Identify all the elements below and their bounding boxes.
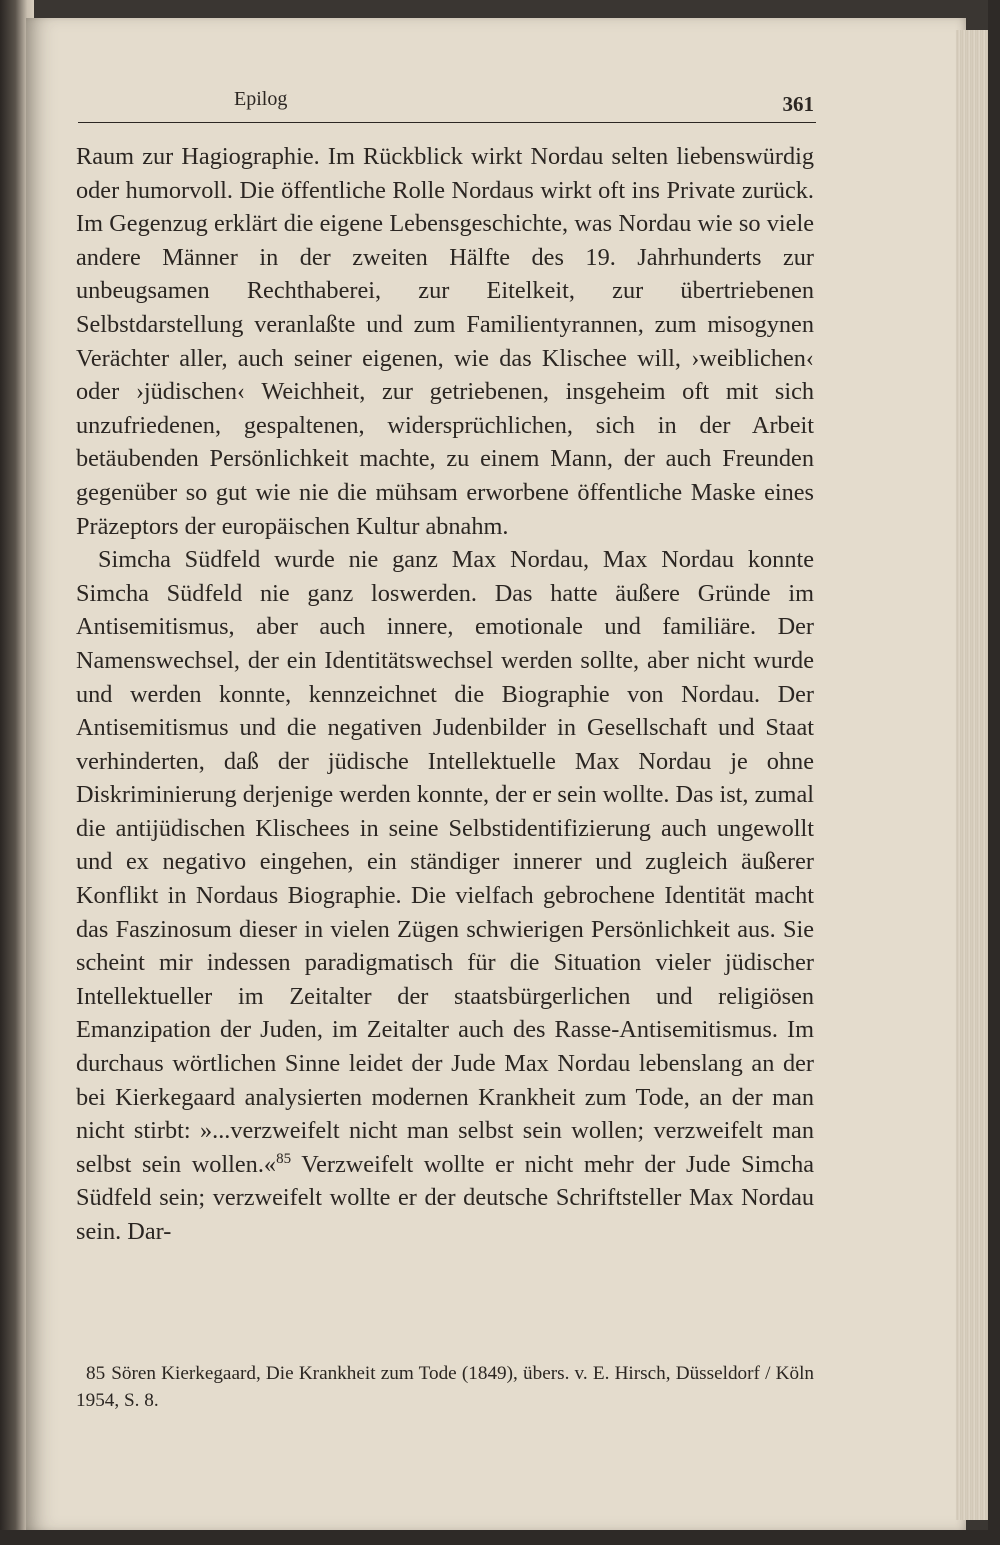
- paragraph-1: Raum zur Hagiographie. Im Rückblick wirkt Nordau selten liebenswürdig oder humorvoll. Die öffentliche Rolle Nordaus wirkt oft ins Private zurück. Im Gegenzug erklärt die eigene Lebensgeschichte, was Nordau wie so viele andere Männer in der zweiten Hälfte des 19. Jahrhunderts zur unbeugsamen Rechthaberei, zur Eitelkeit, zur übertriebenen Selbstdarstellung veranlaßte und zum Familientyrannen, zum misogynen Verächter aller, auch seiner eigenen, wie das Klischee will, ›weiblichen‹ oder ›jüdischen‹ Weichheit, zur getriebenen, insgeheim oft mit sich unzufriedenen, gespaltenen, widersprüchlichen, sich in der Arbeit betäubenden Persönlichkeit machte, zu einem Mann, der auch Freunden gegenüber so gut wie nie die mühsam erworbene öffentliche Maske eines Präzeptors der europäischen Kultur abnahm.: [76, 143, 814, 540]
- running-head: [78, 88, 816, 123]
- running-head-title: Epilog: [234, 88, 288, 110]
- page-number: 361: [782, 92, 814, 116]
- footnote-reference: 85: [276, 1150, 292, 1167]
- paragraph-2-text-before-note: Simcha Südfeld wurde nie ganz Max Nordau, Max Nordau konnte Simcha Südfeld nie ganz loswerden. Das hatte äußere Gründe im Antisemitismus, aber auch innere, emotionale und familiäre. Der Namenswechsel, der ein Identitätswechsel werden sollte, aber nicht wurde und werden konnte, kennzeichnet die Biographie von Nordau. Der Antisemitismus und die negativen Judenbilder in Gesellschaft und Staat verhinderten, daß der jüdische Intellektuelle Max Nordau je ohne Diskriminierung derjenige werden konnte, der er sein wollte. Das ist, zumal die antijüdischen Klischees in seine Selbstidentifizierung auch ungewollt und ex negativo eingehen, ein ständiger innerer und zugleich äußerer Konflikt in Nordaus Biographie. Die vielfach gebrochene Identität macht das Faszinosum dieser in vielen Zügen schwierigen Persönlichkeit aus. Sie scheint mir indessen paradigmatisch für die Situation vieler jüdischer Intellektueller im Zeitalter der staatsbürgerlichen und religiösen Emanzipation der Juden, im Zeitalter auch des Rasse-Antisemitismus. Im durchaus wörtlichen Sinne leidet der Jude Max Nordau lebenslang an der bei Kierkegaard analysierten modernen Krankheit zum Tode, an der man nicht stirbt: »...verzweifelt nicht man selbst sein wollen; verzweifelt man selbst sein wollen.«: [76, 546, 814, 1178]
- bottom-border: [0, 1530, 1000, 1545]
- right-border: [988, 0, 1000, 1545]
- paragraph-2: [76, 543, 814, 1248]
- footnote-text: Sören Kierkegaard, Die Krankheit zum Tode (1849), übers. v. E. Hirsch, Düsseldorf / Köln 1954, S. 8.: [76, 1363, 814, 1411]
- page-fore-edge: [956, 30, 988, 1520]
- footnote-number: 85: [86, 1363, 106, 1384]
- paragraph-2-text-after-note: Verzweifelt wollte er nicht mehr der Jude Simcha Südfeld sein; verzweifelt wollte er der deutsche Schriftsteller Max Nordau sein. Dar-: [76, 1150, 814, 1245]
- body-text: [76, 140, 814, 1249]
- footnote: [76, 1360, 814, 1414]
